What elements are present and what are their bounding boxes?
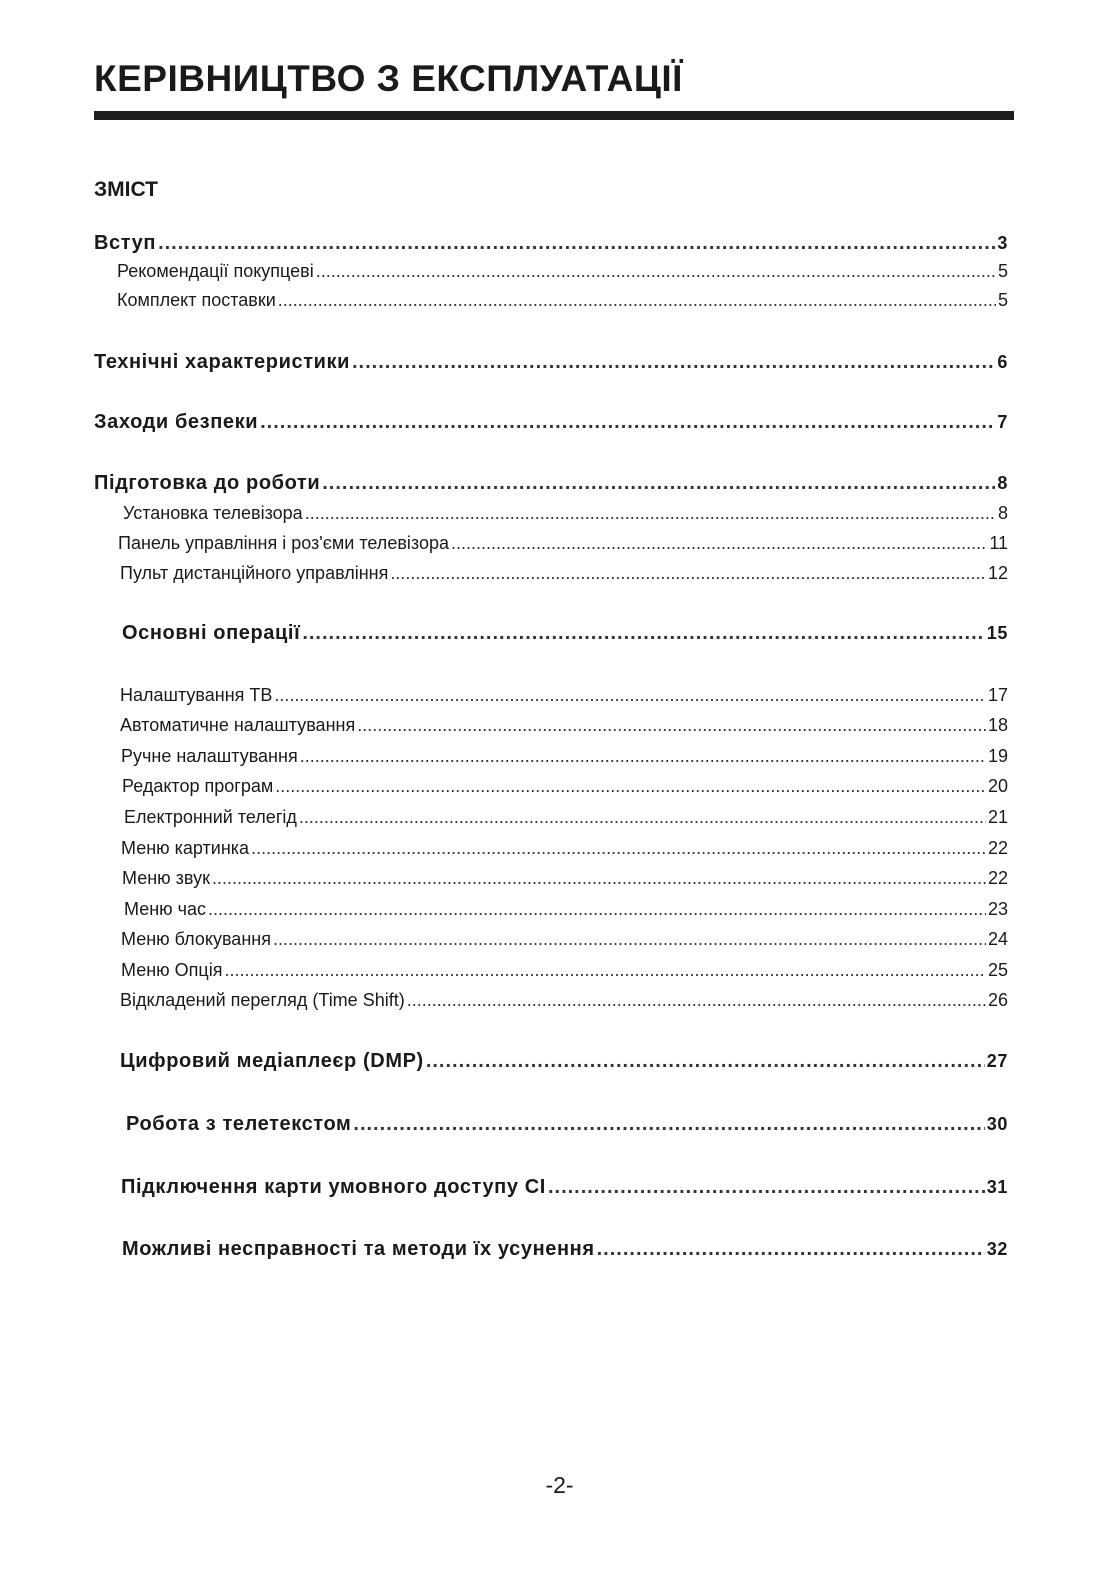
toc-entry-label: Комплект поставки: [117, 290, 276, 310]
toc-entry[interactable]: [124, 899, 1008, 925]
toc-page-number: 19: [987, 746, 1008, 766]
toc-entry-label: Робота з телетекстом: [126, 1113, 352, 1135]
toc-entry-label: Пульт дистанційного управління: [120, 563, 389, 583]
toc-entry-label: Редактор програм: [122, 776, 274, 796]
toc-entry[interactable]: [120, 685, 1008, 711]
toc-dot-leader: [357, 715, 986, 736]
contents-heading: ЗМІСТ: [94, 178, 158, 201]
toc-entry[interactable]: [120, 1050, 1008, 1076]
toc-entry[interactable]: [122, 622, 1008, 648]
toc-entry-label: Рекомендації покупцеві: [117, 261, 314, 281]
toc-entry[interactable]: [121, 838, 1008, 864]
toc-page-number: 6: [997, 352, 1008, 372]
toc-dot-leader: [278, 290, 996, 311]
toc-entry[interactable]: [94, 472, 1008, 498]
toc-page-number: 18: [987, 715, 1008, 735]
toc-entry-label: Автоматичне налаштування: [120, 715, 356, 735]
toc-entry[interactable]: [124, 807, 1008, 833]
toc-dot-leader: [299, 807, 986, 828]
toc-entry[interactable]: [126, 1113, 1008, 1139]
toc-dot-leader: [597, 1238, 985, 1261]
toc-dot-leader: [302, 622, 984, 645]
toc-page-number: 23: [987, 899, 1008, 919]
toc-page-number: 7: [997, 412, 1008, 432]
toc-page-number: 20: [987, 776, 1008, 796]
toc-dot-leader: [305, 503, 996, 524]
title-underline-rule: [94, 111, 1014, 120]
toc-page-number: 24: [987, 929, 1008, 949]
toc-dot-leader: [300, 746, 986, 767]
toc-entry-label: Відкладений перегляд (Time Shift): [120, 990, 405, 1010]
toc-entry[interactable]: [120, 563, 1008, 589]
toc-dot-leader: [426, 1050, 985, 1073]
toc-dot-leader: [390, 563, 986, 584]
toc-dot-leader: [407, 990, 986, 1011]
toc-page-number: 27: [986, 1051, 1008, 1071]
toc-entry-label: Налаштування ТВ: [120, 685, 273, 705]
toc-entry-label: Ручне налаштування: [121, 746, 298, 766]
document-title: КЕРІВНИЦТВО З ЕКСПЛУАТАЦІЇ: [94, 58, 683, 99]
toc-page-number: 5: [997, 261, 1008, 281]
toc-entry[interactable]: [122, 1238, 1008, 1264]
toc-entry[interactable]: [120, 990, 1008, 1016]
toc-dot-leader: [275, 776, 986, 797]
toc-page-number: 25: [987, 960, 1008, 980]
toc-entry[interactable]: [94, 351, 1008, 377]
toc-entry[interactable]: [94, 232, 1008, 258]
toc-dot-leader: [212, 868, 986, 889]
toc-entry[interactable]: [122, 868, 1008, 894]
toc-entry[interactable]: [123, 503, 1008, 529]
toc-page-number: 17: [987, 685, 1008, 705]
toc-entry-label: Меню блокування: [121, 929, 271, 949]
toc-dot-leader: [322, 472, 995, 495]
toc-entry-label: Вступ: [94, 232, 157, 254]
toc-page-number: 8: [997, 503, 1008, 523]
toc-entry[interactable]: [94, 411, 1008, 437]
toc-page-number: 15: [986, 623, 1008, 643]
toc-entry-label: Основні операції: [122, 622, 301, 644]
toc-entry[interactable]: [117, 290, 1008, 316]
toc-entry-label: Меню картинка: [121, 838, 250, 858]
toc-entry[interactable]: [121, 1176, 1008, 1202]
toc-entry[interactable]: [121, 746, 1008, 772]
toc-entry-label: Можливі несправності та методи їх усунення: [122, 1238, 595, 1260]
toc-dot-leader: [273, 929, 986, 950]
toc-entry-label: Панель управління і роз'єми телевізора: [118, 533, 449, 553]
toc-entry-label: Технічні характеристики: [94, 351, 350, 373]
toc-dot-leader: [251, 838, 986, 859]
toc-entry-label: Підключення карти умовного доступу CI: [121, 1176, 546, 1198]
toc-dot-leader: [451, 533, 987, 554]
toc-page-number: 5: [997, 290, 1008, 310]
toc-entry[interactable]: [121, 960, 1008, 986]
toc-entry-label: Підготовка до роботи: [94, 472, 321, 494]
toc-page-number: 11: [989, 533, 1008, 553]
toc-dot-leader: [352, 351, 995, 374]
toc-page-number: 26: [987, 990, 1008, 1010]
toc-dot-leader: [548, 1176, 985, 1199]
toc-entry-label: Меню час: [124, 899, 207, 919]
toc-page-number: 22: [987, 838, 1008, 858]
toc-entry-label: Меню звук: [122, 868, 210, 888]
page-number-footer: -2-: [545, 1472, 574, 1498]
toc-dot-leader: [158, 232, 995, 255]
toc-entry-label: Меню Опція: [121, 960, 223, 980]
toc-dot-leader: [316, 261, 996, 282]
toc-page-number: 8: [997, 473, 1008, 493]
toc-page-number: 22: [987, 868, 1008, 888]
toc-dot-leader: [208, 899, 986, 920]
toc-page-number: 31: [986, 1177, 1008, 1197]
toc-entry[interactable]: [120, 715, 1008, 741]
toc-entry-label: Заходи безпеки: [94, 411, 259, 433]
toc-entry-label: Електронний телегід: [124, 807, 297, 827]
toc-entry[interactable]: [121, 929, 1008, 955]
toc-entry[interactable]: [118, 533, 1008, 559]
toc-dot-leader: [260, 411, 995, 434]
toc-dot-leader: [353, 1113, 984, 1136]
toc-page-number: 3: [997, 233, 1008, 253]
toc-dot-leader: [274, 685, 986, 706]
toc-entry-label: Установка телевізора: [123, 503, 303, 523]
toc-page-number: 30: [986, 1114, 1008, 1134]
toc-entry-label: Цифровий медіаплеєр (DMP): [120, 1050, 424, 1072]
toc-entry[interactable]: [117, 261, 1008, 287]
toc-entry[interactable]: [122, 776, 1008, 802]
toc-page-number: 12: [987, 563, 1008, 583]
toc-dot-leader: [224, 960, 986, 981]
toc-page-number: 21: [987, 807, 1008, 827]
toc-page-number: 32: [986, 1239, 1008, 1259]
